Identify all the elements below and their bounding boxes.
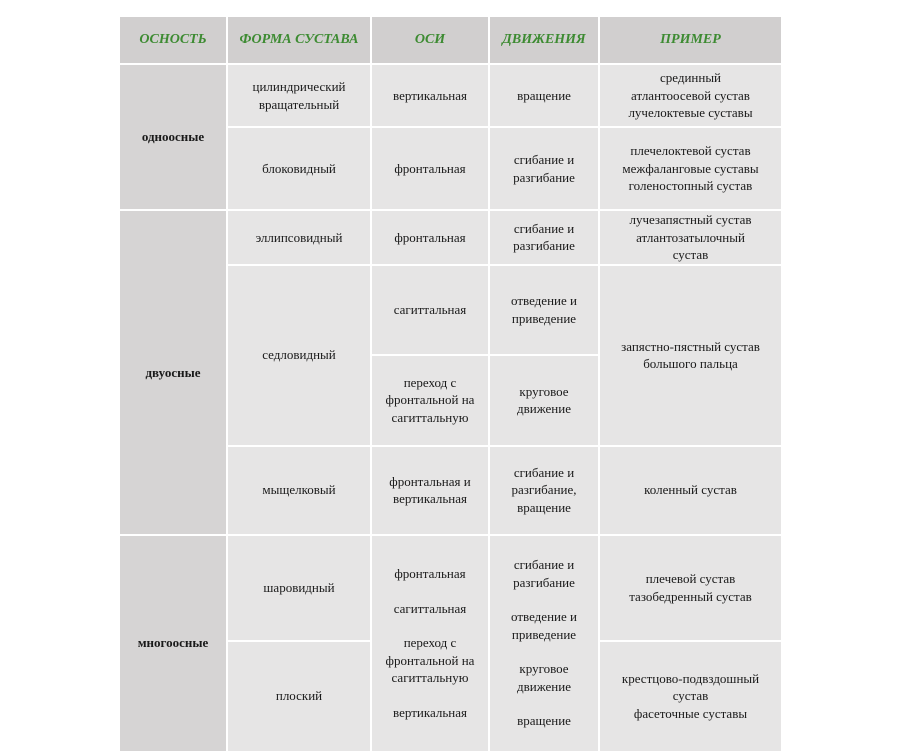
axes-item: переход с фронтальной на сагиттальную (385, 635, 475, 685)
movement-cell: сгибание и разгибание (489, 210, 599, 265)
example-cell (599, 127, 782, 210)
axis-multiaxial: многоосные (119, 535, 227, 752)
header-axis: ОСНОСТЬ (119, 16, 227, 64)
axes-item: фронтальная (394, 566, 466, 581)
axis-biaxial: двуосные (119, 210, 227, 535)
example-cell (599, 446, 782, 535)
movement-cell: сгибание и разгибание, вращение (489, 446, 599, 535)
table-row (119, 210, 782, 265)
example-line: срединный (659, 70, 722, 86)
movement-cell: вращение (489, 64, 599, 127)
axes-cell: вертикальная (371, 64, 489, 127)
shape-cell: мыщелковый (227, 446, 371, 535)
example-cell (599, 265, 782, 446)
movement-item: вращение (517, 713, 571, 729)
example-line: крестцово-подвздошный (621, 670, 760, 686)
example-line: коленный сустав (644, 482, 737, 498)
example-line: фасеточные суставы (633, 705, 748, 721)
example-line: атлантоосевой сустав (631, 87, 750, 103)
example-line: межфаланговые суставы (622, 160, 759, 176)
example-cell (599, 210, 782, 265)
header-shape: ФОРМА СУСТАВА (227, 16, 371, 64)
movement-item: круговое движение (517, 661, 571, 694)
shape-cell: цилиндрический вращательный (227, 64, 371, 127)
example-line: сустав (672, 688, 709, 704)
shape-cell: блоковидный (227, 127, 371, 210)
axes-cell: фронтальная (371, 210, 489, 265)
table-row (119, 535, 782, 641)
axes-list-cell (371, 535, 489, 752)
movement-item: отведение и приведение (511, 609, 577, 642)
shape-cell: эллипсовидный (227, 210, 371, 265)
axes-item: вертикальная (393, 704, 467, 720)
example-cell (599, 535, 782, 641)
table-row (119, 64, 782, 127)
example-line: сустав (672, 247, 709, 262)
example-line: голеностопный сустав (628, 178, 753, 194)
movement-cell: сгибание и разгибание (489, 127, 599, 210)
movements-list-cell (489, 535, 599, 752)
example-line: лучелоктевые суставы (628, 105, 753, 121)
example-line: запястно-пястный сустав (621, 338, 760, 354)
axes-cell: фронтальная и вертикальная (371, 446, 489, 535)
axes-cell: переход с фронтальной на сагиттальную (371, 355, 489, 446)
header-axes: ОСИ (371, 16, 489, 64)
axis-uniaxial: одноосные (119, 64, 227, 210)
example-line: плечелоктевой сустав (630, 143, 751, 159)
example-line: лучезапястный сустав (629, 212, 752, 227)
shape-cell: плоский (227, 641, 371, 752)
header-movements: ДВИЖЕНИЯ (489, 16, 599, 64)
header-example: ПРИМЕР (599, 16, 782, 64)
shape-cell: шаровидный (227, 535, 371, 641)
example-line: атлантозатылочный (636, 229, 745, 245)
header-row (119, 16, 782, 64)
example-line: плечевой сустав (645, 571, 736, 586)
axes-cell: фронтальная (371, 127, 489, 210)
movement-item: сгибание и разгибание (513, 557, 575, 590)
example-cell (599, 641, 782, 752)
example-line: большого пальца (643, 356, 738, 371)
axes-item: сагиттальная (393, 600, 467, 616)
shape-cell: седловидный (227, 265, 371, 446)
example-line: тазобедренный сустав (629, 588, 752, 604)
example-cell (599, 64, 782, 127)
movement-cell: отведение и приведение (489, 265, 599, 355)
axes-cell: сагиттальная (371, 265, 489, 355)
joints-classification-table (118, 15, 783, 753)
movement-cell: круговое движение (489, 355, 599, 446)
